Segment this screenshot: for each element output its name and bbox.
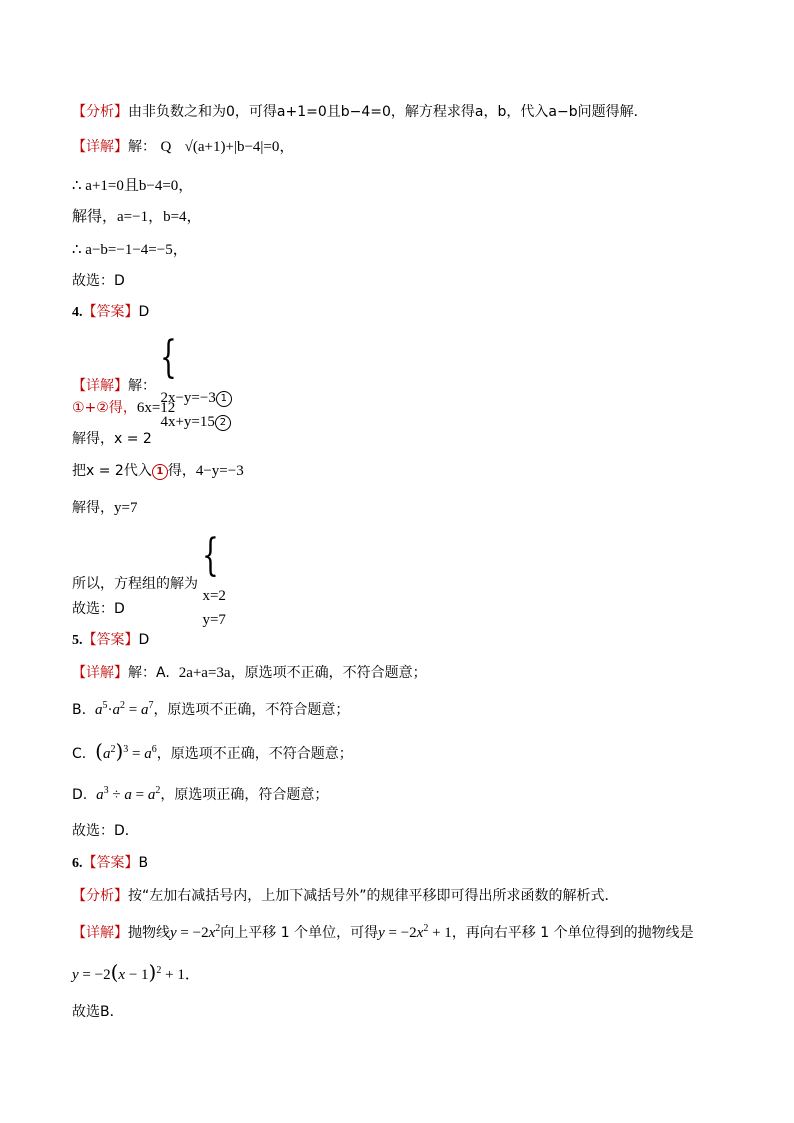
parabola-eq-2: $y = -2x^2 + 1$ bbox=[378, 923, 452, 941]
opt-d-label: D. bbox=[72, 787, 88, 803]
q3-analysis-line bbox=[72, 102, 648, 122]
solve-label: 解得， bbox=[72, 431, 114, 447]
circled-1-icon: 1 bbox=[216, 391, 232, 407]
sub-value: x = 2 bbox=[86, 463, 124, 479]
sub-mid: 代入 bbox=[123, 463, 152, 479]
q4-solve-y bbox=[72, 498, 137, 518]
detail-tag: 【详解】 bbox=[72, 665, 128, 681]
answer-tag: 【答案】 bbox=[82, 632, 139, 648]
q5-answer-line bbox=[72, 630, 149, 651]
parabola-eq-3: $y = -2(x - 1)^2 + 1$． bbox=[72, 960, 200, 984]
q6-choice: 故选B． bbox=[72, 1004, 124, 1020]
q4-solve-x bbox=[72, 429, 152, 449]
sol-row-1: x=2 bbox=[202, 588, 226, 604]
detail-tag: 【详解】 bbox=[72, 378, 128, 394]
q4-step1 bbox=[72, 398, 175, 418]
q4-choice: 故选：D bbox=[72, 601, 125, 617]
solution-label: 所以，方程组的解为 bbox=[72, 576, 198, 592]
eq-row-1: 2x−y=−3 1 bbox=[160, 386, 231, 410]
opt-b-eq: $a^5\cdot a^2 = a^7$ bbox=[94, 700, 154, 718]
equation-system bbox=[160, 332, 231, 434]
q6-detail-line bbox=[72, 923, 694, 943]
analysis-tag: 【分析】 bbox=[72, 888, 128, 904]
analysis-tag: 【分析】 bbox=[72, 104, 128, 120]
q5-number: 5. bbox=[72, 633, 83, 648]
brace-icon: { bbox=[160, 332, 178, 383]
q5-option-d bbox=[72, 785, 328, 805]
sub-prefix: 把 bbox=[72, 463, 86, 479]
detail-part-1: 抛物线 bbox=[128, 925, 170, 941]
brace-icon: { bbox=[202, 530, 220, 581]
opt-c-eq: $(a^2)^3 = a^6$ bbox=[95, 739, 157, 763]
q5-choice: 故选：D． bbox=[72, 823, 139, 839]
q5-answer: D bbox=[138, 632, 150, 648]
q5-option-c bbox=[72, 739, 353, 764]
solution-system bbox=[202, 530, 226, 632]
opt-b-label: B. bbox=[72, 702, 87, 718]
q4-number: 4. bbox=[72, 305, 83, 320]
detail-intro: 解： bbox=[128, 139, 156, 155]
q4-answer: D bbox=[138, 304, 150, 320]
sub-eq: 4−y=−3 bbox=[195, 463, 244, 479]
q3-eq1: √(a+1)+|b−4|=0， bbox=[184, 139, 295, 155]
q6-answer: B bbox=[138, 855, 149, 871]
q6-answer-line bbox=[72, 853, 148, 874]
q3-result-line: ∴ a−b=−1−4=−5， bbox=[72, 242, 188, 258]
detail-tag: 【详解】 bbox=[72, 925, 128, 941]
parabola-eq-1: $y = -2x^2$ bbox=[170, 923, 221, 941]
solve-y-value: y=7 bbox=[114, 500, 138, 516]
q4-substitute bbox=[72, 461, 244, 481]
q6-number: 6. bbox=[72, 856, 83, 871]
q6-analysis-line bbox=[72, 886, 619, 906]
opt-a-label: 解：A. bbox=[128, 665, 170, 681]
answer-tag: 【答案】 bbox=[82, 855, 139, 871]
step1-marks: ①+②得， bbox=[72, 400, 137, 416]
q4-answer-line bbox=[72, 302, 149, 323]
circled-2-icon: 2 bbox=[215, 415, 231, 431]
sub-suffix: 得， bbox=[167, 463, 196, 479]
answer-tag: 【答案】 bbox=[82, 304, 139, 320]
detail-part-2: 向上平移 1 个单位，可得 bbox=[220, 925, 379, 941]
opt-a-comment: ，原选项不正确，不符合题意； bbox=[230, 665, 427, 681]
opt-d-eq: $a^3 \div a = a^2$ bbox=[96, 785, 161, 803]
q3-solve-line: 解得，a=−1，b=4， bbox=[72, 209, 202, 225]
step1-eq: 6x=12 bbox=[136, 400, 176, 416]
opt-d-comment: ，原选项正确，符合题意； bbox=[160, 787, 329, 803]
opt-c-comment: ，原选项不正确，不符合题意； bbox=[156, 746, 353, 762]
q3-analysis-text: 由非负数之和为0，可得a+1=0且b−4=0，解方程求得a，b，代入a−b问题得解． bbox=[128, 104, 648, 120]
q3-therefore-line: ∴ a+1=0且b−4=0， bbox=[72, 178, 194, 194]
q5-option-b bbox=[72, 700, 349, 720]
opt-c-label: C. bbox=[72, 746, 87, 762]
detail-part-3: ，再向右平移 1 个单位得到的抛物线是 bbox=[451, 925, 694, 941]
detail-tag: 【详解】 bbox=[72, 139, 128, 155]
q3-choice: 故选：D bbox=[72, 273, 125, 289]
detail-intro: 解： bbox=[128, 378, 156, 394]
solve-label: 解得， bbox=[72, 500, 114, 516]
eq-row-2: 4x+y=15 2 bbox=[160, 410, 231, 434]
opt-a-eq: 2a+a=3a bbox=[178, 665, 231, 681]
circled-1-icon: 1 bbox=[152, 464, 168, 480]
sol-row-2: y=7 bbox=[202, 612, 226, 628]
q3-detail-line bbox=[72, 137, 294, 157]
q5-option-a bbox=[72, 663, 427, 683]
solve-x-value: x = 2 bbox=[114, 431, 152, 447]
q6-analysis-text: 按“左加右减括号内，上加下减括号外”的规律平移即可得出所求函数的解析式． bbox=[128, 888, 619, 904]
opt-b-comment: ，原选项不正确，不符合题意； bbox=[153, 702, 350, 718]
q4-detail-line bbox=[72, 332, 232, 434]
because-symbol: Q bbox=[160, 139, 172, 155]
